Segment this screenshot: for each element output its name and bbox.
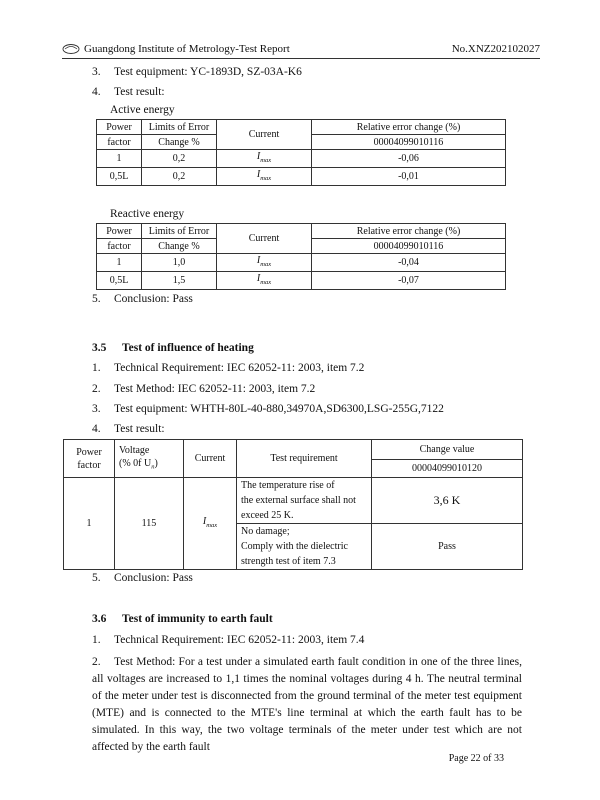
- section-heading-3-6: 3.6 Test of immunity to earth fault: [92, 613, 273, 625]
- page-number: Page 22 of 33: [448, 753, 504, 764]
- section-heading-3-5: 3.5 Test of influence of heating: [92, 342, 254, 354]
- test-method-paragraph: 2. Test Method: For a test under a simulated earth fault condition in one of the three lines, all voltages are increased to 1,1 times the nominal voltages during 4 h. The neutral terminal of the meter under test is disconnected from the ground terminal of the meter test equipment (MTE) and is connected to the MTE's line terminal at which the earth fault has to be simulated. In this way, the two voltage terminals of the meter under test which are not affected by the earth fault: [92, 656, 522, 753]
- table-row: 1 115 $I_{max}$ The temperature rise of the external surface shall not exceed 25 K. 3,6 K: [64, 478, 523, 524]
- reactive-energy-table: Power Limits of Error Current Relative error change (%) factor Change % 00004099010116 1 1,0 $I_{max}$ -0,04 0,5L 1,5 $I_{max}$ -0,07: [96, 223, 506, 290]
- list-item: 4. Test result:: [92, 423, 165, 435]
- list-item: 4. Test result:: [92, 86, 165, 98]
- list-item: 1. Technical Requirement: IEC 62052-11: 2003, item 7.2: [92, 362, 365, 374]
- heating-test-table: Power factor Voltage (% 0f $U_n$) Current Test requirement Change value 00004099010120 1 115 $I_{max}$ The temperature rise of the external surface shall not exceed 25 K. 3,6 K No damage; Comply with the dielectric strength test of item 7.3 Pass: [63, 439, 523, 570]
- conclusion-line: 5. Conclusion: Pass: [92, 293, 193, 305]
- list-item: 2. Test Method: IEC 62052-11: 2003, item 7.2: [92, 383, 316, 395]
- table-row: 0,5L 0,2 $I_{max}$ -0,01: [97, 168, 506, 186]
- institute-name: Guangdong Institute of Metrology-Test Report: [84, 43, 290, 55]
- conclusion-line: 5. Conclusion: Pass: [92, 572, 193, 584]
- institute-logo-icon: [62, 43, 80, 55]
- table-caption-reactive: Reactive energy: [110, 208, 185, 220]
- list-item: 1. Technical Requirement: IEC 62052-11: 2003, item 7.4: [92, 634, 365, 646]
- list-item: 3. Test equipment: WHTH-80L-40-880,34970A,SD6300,LSG-255G,7122: [92, 403, 444, 415]
- header-divider: [62, 58, 540, 59]
- table-row: No damage; Comply with the dielectric strength test of item 7.3 Pass: [64, 524, 523, 570]
- active-energy-table: Power Limits of Error Current Relative error change (%) factor Change % 00004099010116 1 0,2 $I_{max}$ -0,06 0,5L 0,2 $I_{max}$ -0,01: [96, 119, 506, 186]
- list-item: 3. Test equipment: YC-1893D, SZ-03A-K6: [92, 66, 302, 78]
- table-caption-active: Active energy: [110, 104, 175, 116]
- page-header: [62, 42, 540, 58]
- table-row: 1 0,2 $I_{max}$ -0,06: [97, 150, 506, 168]
- table-row: 0,5L 1,5 $I_{max}$ -0,07: [97, 272, 506, 290]
- report-number: No.XNZ202102027: [451, 43, 540, 55]
- table-row: 1 1,0 $I_{max}$ -0,04: [97, 254, 506, 272]
